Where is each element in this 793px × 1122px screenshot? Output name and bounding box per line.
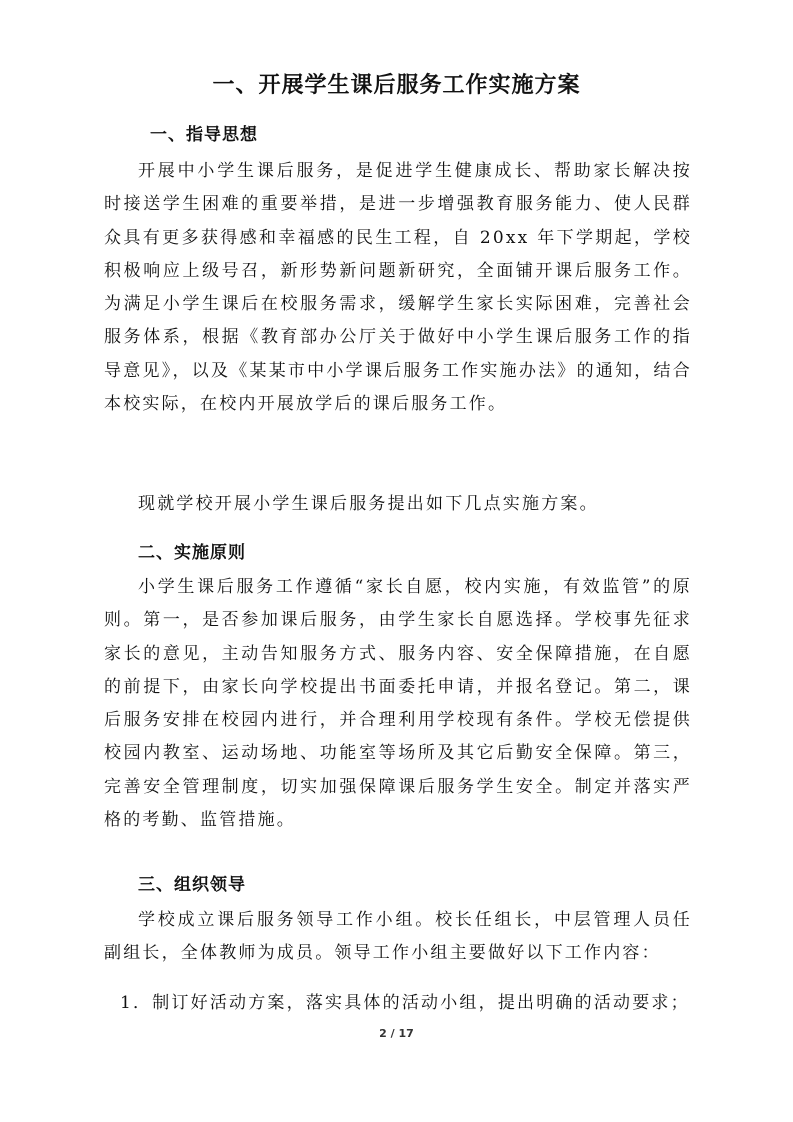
paragraph-organization: 学校成立课后服务领导工作小组。校长任组长，中层管理人员任副组长，全体教师为成员。领导工作小组主要做好以下工作内容： bbox=[104, 910, 692, 964]
list-item: 1．制订好活动方案，落实具体的活动小组，提出明确的活动要求； bbox=[120, 993, 690, 1013]
paragraph-guiding-ideology: 开展中小学生课后服务，是促进学生健康成长、帮助家长解决按时接送学生困难的重要举措，是进一步增强教育服务能力、使人民群众具有更多获得感和幸福感的民生工程，自 20xx 年下学期起，学校积极响应上级号召，新形势新问题新研究，全面铺开课后服务工作。为满足小学生课后在校服务需求，缓解学生家长实际困难，完善社会服务体系，根据《教育部办公厅关于做好中小学生课后服务工作的指导意见》，以及《某某市中小学课后服务工作实施办法》的通知，结合本校实际，在校内开展放学后的课后服务工作。 bbox=[104, 161, 692, 415]
section-heading-organization: 三、组织领导 bbox=[138, 875, 246, 895]
section-heading-principles: 二、实施原则 bbox=[138, 543, 246, 563]
paragraph-implementation-intro: 现就学校开展小学生课后服务提出如下几点实施方案。 bbox=[138, 494, 599, 514]
page-number: 2 / 17 bbox=[379, 1027, 414, 1040]
paragraph-principles: 小学生课后服务工作遵循“家长自愿，校内实施，有效监管”的原则。第一，是否参加课后服务，由学生家长自愿选择。学校事先征求家长的意见，主动告知服务方式、服务内容、安全保障措施，在自愿的前提下，由家长向学校提出书面委托申请，并报名登记。第二，课后服务安排在校园内进行，并合理利用学校现有条件。学校无偿提供校园内教室、运动场地、功能室等场所及其它后勤安全保障。第三，完善安全管理制度，切实加强保障课后服务学生安全。制定并落实严格的考勤、监管措施。 bbox=[104, 577, 692, 831]
document-title: 一、开展学生课后服务工作实施方案 bbox=[212, 72, 581, 98]
section-heading-guiding-ideology: 一、指导思想 bbox=[150, 125, 258, 145]
